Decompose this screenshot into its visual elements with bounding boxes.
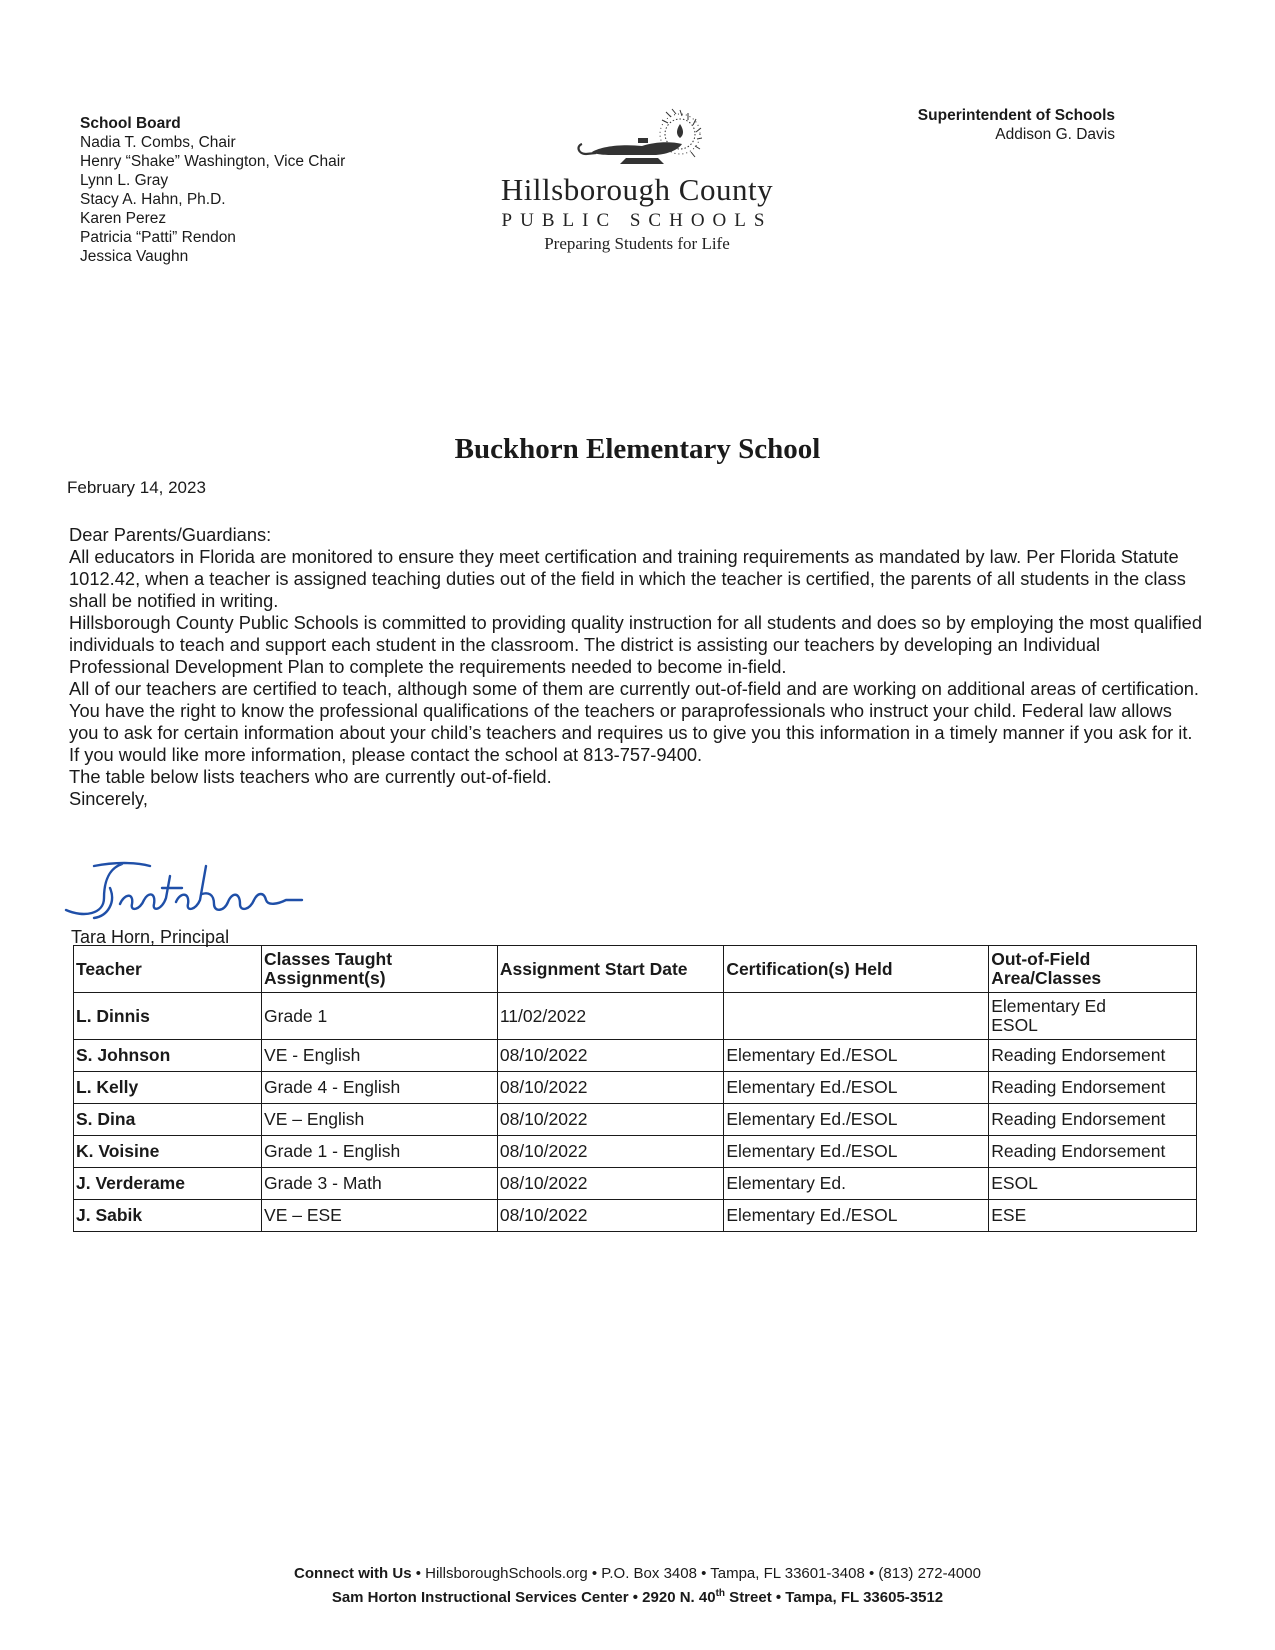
- letter-date: February 14, 2023: [67, 478, 206, 497]
- board-member: Stacy A. Hahn, Ph.D.: [80, 191, 226, 208]
- footer-line-1: [0, 1564, 1275, 1584]
- classes-cell: VE – English: [262, 1104, 498, 1136]
- classes-cell: Grade 1: [262, 993, 498, 1040]
- teacher-cell: S. Johnson: [74, 1040, 262, 1072]
- table-row: [74, 1136, 1197, 1168]
- letter-body: [69, 524, 1204, 810]
- table-row: [74, 1104, 1197, 1136]
- column-header: Certification(s) Held: [724, 946, 989, 993]
- board-member: Karen Perez: [80, 210, 167, 227]
- footer-center-name: Sam Horton Instructional Services Center: [331, 1589, 629, 1606]
- district-subtitle: PUBLIC SCHOOLS: [501, 210, 773, 231]
- footer-address-rest: Street • Tampa, FL 33605-3512: [725, 1589, 944, 1606]
- letter-paragraph: The table below lists teachers who are currently out-of-field.: [69, 766, 552, 787]
- column-header: Assignment Start Date: [497, 946, 723, 993]
- certification-cell: [724, 993, 989, 1040]
- district-tagline: Preparing Students for Life: [544, 234, 730, 253]
- out-of-field-cell: Reading Endorsement: [989, 1072, 1197, 1104]
- out-of-field-line: ESOL: [991, 1015, 1038, 1035]
- column-header: Classes Taught Assignment(s): [262, 946, 498, 993]
- table-row: [74, 1200, 1197, 1232]
- table-row: [74, 1040, 1197, 1072]
- superintendent-heading: Superintendent of Schools: [917, 107, 1115, 124]
- footer-line-2: [0, 1584, 1275, 1608]
- start-date-cell: 08/10/2022: [497, 1104, 723, 1136]
- table-header-row: [74, 946, 1197, 993]
- letter-greeting: Dear Parents/Guardians:: [69, 524, 272, 545]
- board-member: Nadia T. Combs, Chair: [80, 134, 236, 151]
- table-row: [74, 993, 1197, 1040]
- start-date-cell: 08/10/2022: [497, 1040, 723, 1072]
- classes-cell: VE - English: [262, 1040, 498, 1072]
- certification-cell: Elementary Ed./ESOL: [724, 1136, 989, 1168]
- district-logo: [462, 108, 812, 254]
- school-board-list: [80, 114, 345, 266]
- classes-cell: Grade 4 - English: [262, 1072, 498, 1104]
- teacher-cell: L. Dinnis: [74, 993, 262, 1040]
- certification-cell: Elementary Ed./ESOL: [724, 1104, 989, 1136]
- board-member: Patricia “Patti” Rendon: [80, 229, 236, 246]
- teacher-cell: J. Sabik: [74, 1200, 262, 1232]
- letter-paragraph: All of our teachers are certified to teach, although some of them are currently out-of-field and are working on additional areas of certification. You have the right to know the professional qualifications of the teachers or paraprofessionals who instruct your child. Federal law allows you to ask for certain information about your child’s teachers and requires us to give you this information in a timely manner if you ask for it. If you would like more information, please contact the school at 813-757-9400.: [69, 678, 1199, 765]
- out-of-field-table: [73, 945, 1197, 1232]
- teacher-cell: L. Kelly: [74, 1072, 262, 1104]
- page-footer: [0, 1564, 1275, 1608]
- superintendent-name: Addison G. Davis: [995, 126, 1115, 143]
- board-member: Jessica Vaughn: [80, 248, 189, 265]
- out-of-field-cell: Reading Endorsement: [989, 1040, 1197, 1072]
- out-of-field-cell: Reading Endorsement: [989, 1104, 1197, 1136]
- certification-cell: Elementary Ed.: [724, 1168, 989, 1200]
- school-board-heading: School Board: [80, 115, 181, 132]
- board-member: Lynn L. Gray: [80, 172, 169, 189]
- start-date-cell: 08/10/2022: [497, 1136, 723, 1168]
- out-of-field-cell: ESOL: [989, 1168, 1197, 1200]
- start-date-cell: 08/10/2022: [497, 1200, 723, 1232]
- out-of-field-line: Elementary Ed: [991, 996, 1106, 1016]
- classes-cell: VE – ESE: [262, 1200, 498, 1232]
- school-title: Buckhorn Elementary School: [454, 433, 821, 465]
- teacher-cell: S. Dina: [74, 1104, 262, 1136]
- start-date-cell: 08/10/2022: [497, 1072, 723, 1104]
- letter-closing: Sincerely,: [69, 788, 148, 809]
- teacher-cell: J. Verderame: [74, 1168, 262, 1200]
- teacher-cell: K. Voisine: [74, 1136, 262, 1168]
- out-of-field-cell: ESE: [989, 1200, 1197, 1232]
- lamp-of-learning-icon: [572, 108, 702, 178]
- start-date-cell: 11/02/2022: [497, 993, 723, 1040]
- table-row: [74, 1072, 1197, 1104]
- out-of-field-cell: [989, 993, 1197, 1040]
- letter-paragraph: All educators in Florida are monitored to ensure they meet certification and training requirements as mandated by law. Per Florida Statute 1012.42, when a teacher is assigned teaching duties out of the field in which the teacher is certified, the parents of all students in the class shall be notified in writing.: [69, 546, 1186, 611]
- signer-name: Tara Horn, Principal: [71, 927, 230, 947]
- certification-cell: Elementary Ed./ESOL: [724, 1200, 989, 1232]
- district-name: Hillsborough County: [500, 172, 774, 207]
- board-member: Henry “Shake” Washington, Vice Chair: [80, 153, 346, 170]
- footer-contact: • HillsboroughSchools.org • P.O. Box 3408 • Tampa, FL 33601-3408 • (813) 272-4000: [411, 1565, 981, 1582]
- footer-address-sup: th: [715, 1588, 726, 1599]
- footer-connect-label: Connect with Us: [294, 1565, 412, 1582]
- out-of-field-cell: Reading Endorsement: [989, 1136, 1197, 1168]
- certification-cell: Elementary Ed./ESOL: [724, 1040, 989, 1072]
- footer-address: • 2920 N. 40: [628, 1589, 716, 1606]
- letter-paragraph: Hillsborough County Public Schools is committed to providing quality instruction for all students and does so by employing the most qualified individuals to teach and support each student in the classroom. The district is assisting our teachers by developing an Individual Professional Development Plan to complete the requirements needed to become in-field.: [69, 612, 1203, 677]
- principal-signature: [64, 858, 324, 928]
- classes-cell: Grade 1 - English: [262, 1136, 498, 1168]
- classes-cell: Grade 3 - Math: [262, 1168, 498, 1200]
- start-date-cell: 08/10/2022: [497, 1168, 723, 1200]
- column-header: Teacher: [74, 946, 262, 993]
- table-row: [74, 1168, 1197, 1200]
- column-header: Out-of-Field Area/Classes: [989, 946, 1197, 993]
- certification-cell: Elementary Ed./ESOL: [724, 1072, 989, 1104]
- superintendent-block: [918, 106, 1115, 144]
